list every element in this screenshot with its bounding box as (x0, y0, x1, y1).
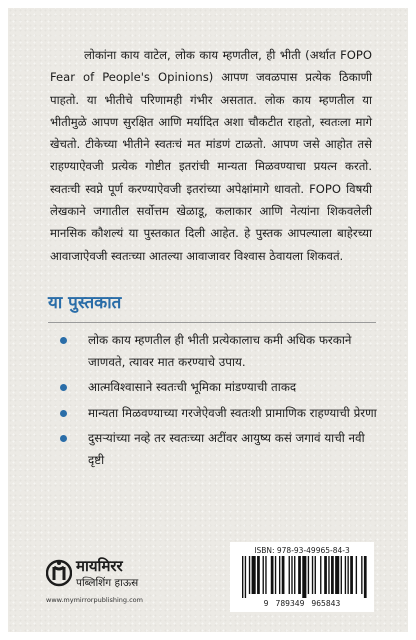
barcode-bar (308, 556, 309, 594)
barcode-bar (341, 556, 342, 594)
publisher-name: मायमिरर (76, 557, 123, 575)
barcode-bar (289, 556, 290, 594)
barcode-bar (335, 556, 339, 594)
list-item (48, 330, 378, 373)
barcode-bar (364, 556, 367, 598)
barcode-bar (315, 556, 316, 594)
back-cover (8, 8, 408, 632)
section-title: या पुस्तकात (48, 293, 122, 313)
barcode-bar (320, 556, 321, 594)
highlights-list (48, 330, 378, 475)
blurb-paragraph: लोकांना काय वाटेल, लोक काय म्हणतील, ही भीती (अर्थात FOPO Fear of People's Opinions) आपण जवळपास प्रत्येक ठिकाणी पाहतो. या भीतीचे परिणामही गंभीर असतात. लोक काय म्हणतील या भीतीमुळे आपण सुरक्षित आणि मर्यादित अशा चौकटीत राहतो, स्वतःला मागे खेचतो. टीकेच्या भीतीने स्वतःचं मत मांडणं टाळतो. आपण जसे आहोत तसे राहण्याऐवजी प्रत्येक गोष्टीत इतरांची मान्यता मिळवण्याचा प्रयत्न करतो. स्वतःची स्वप्ने पूर्ण करण्याऐवजी इतरांच्या अपेक्षांमागे धावतो. FOPO विषयी लेखकाने जगातील सर्वोत्तम खेळाडू, कलाकार आणि नेत्यांना शिकवलेली मानसिक कौशल्यं या पुस्तकात दिली आहेत. हे पुस्तक आपल्याला बाहेरच्या आवाजाऐवजी स्वतःच्या आतल्या आवाजावर विश्वास ठेवायला शिकवतं. (50, 48, 372, 263)
barcode-bar (242, 556, 243, 598)
barcode-bar (294, 556, 295, 594)
bullet-icon (60, 337, 67, 344)
barcode-bar (291, 556, 292, 594)
bullet-icon (60, 410, 67, 417)
barcode-digit-group: 9 (263, 599, 269, 608)
barcode-icon (242, 556, 368, 598)
list-item (48, 403, 378, 425)
list-item-text: मान्यता मिळवण्याच्या गरजेऐवजी स्वतःशी प्रामाणिक राहण्याची प्रेरणा (88, 405, 377, 420)
barcode-bar (298, 556, 301, 594)
barcode-bar (350, 556, 353, 594)
barcode-bar (356, 556, 357, 594)
section-divider (48, 322, 376, 323)
bullet-icon (60, 435, 67, 442)
list-item-text: आत्मविश्वासाने स्वतःची भूमिका मांडण्याची ताकद (88, 380, 297, 394)
barcode-bar (282, 556, 285, 594)
barcode-bar (263, 556, 264, 594)
barcode-digits (230, 599, 374, 608)
publisher-subtitle: पब्लिशिंग हाऊस (76, 577, 139, 589)
list-item-text: दुसऱ्यांच्या नव्हे तर स्वतःच्या अटींवर आयुष्य कसं जगावं याची नवी दृष्टी (88, 431, 365, 467)
barcode-bar (249, 556, 250, 594)
barcode-bar (252, 556, 256, 594)
barcode-bar (279, 556, 280, 594)
publisher-block (46, 556, 176, 608)
barcode-bar (302, 556, 306, 598)
barcode-bar (257, 556, 260, 594)
publisher-url: www.mymirrorpublishing.com (46, 596, 143, 604)
barcode-bar (265, 556, 266, 594)
barcode-box (230, 542, 374, 612)
barcode-bar (245, 556, 246, 598)
list-item-text: लोक काय म्हणतील ही भीती प्रत्येकालाच कमी अधिक फरकाने जाणवते, त्यावर मात करण्याचे उपाय. (88, 333, 352, 369)
barcode-digit-group: 965843 (311, 599, 341, 608)
barcode-digit-group: 789349 (275, 599, 305, 608)
isbn-label: ISBN: 978-93-49965-84-3 (254, 546, 350, 555)
bullet-icon (60, 384, 67, 391)
barcode-bar (347, 556, 348, 594)
barcode-bar (361, 556, 362, 594)
list-item (48, 377, 378, 399)
barcode-bar (328, 556, 329, 594)
publisher-logo-icon (46, 558, 72, 588)
barcode-bar (275, 556, 276, 594)
barcode-bar (324, 556, 327, 594)
list-item (48, 428, 378, 471)
barcode-bar (271, 556, 274, 594)
barcode-bar (312, 556, 313, 594)
barcode-bar (345, 556, 346, 594)
barcode-bar (331, 556, 334, 594)
